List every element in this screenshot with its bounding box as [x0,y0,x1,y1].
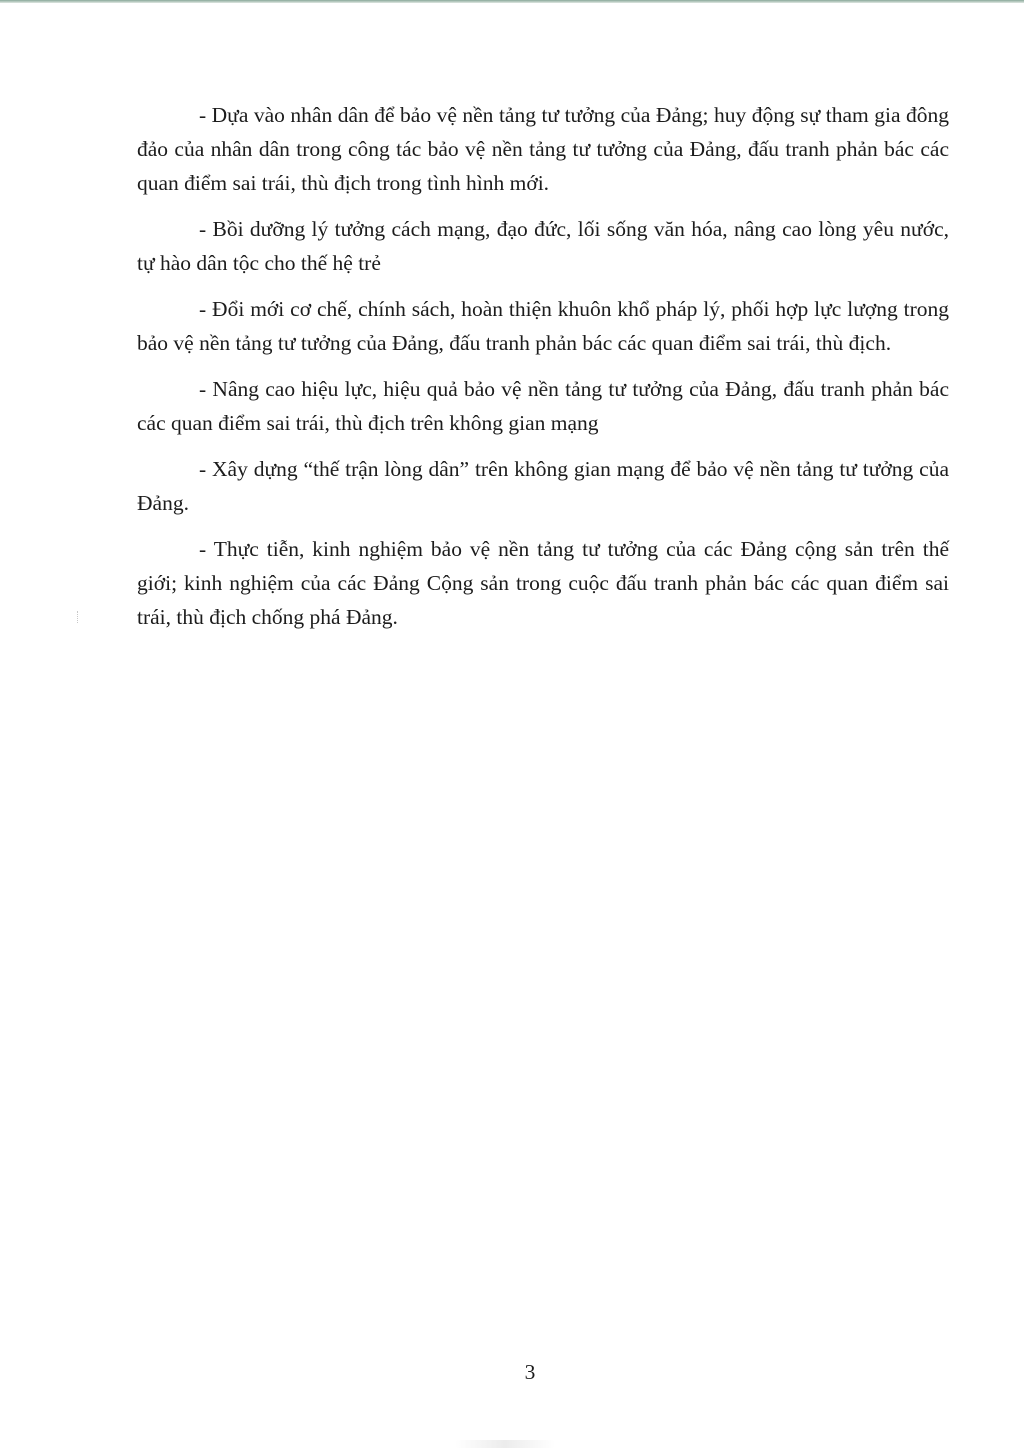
document-body [137,98,949,634]
paragraph-6: - Thực tiễn, kinh nghiệm bảo vệ nền tảng tư tưởng của các Đảng cộng sản trên thế giới; kinh nghiệm của các Đảng Cộng sản trong cuộc đấu tranh phản bác các quan điểm sai trái, thù địch chống phá Đảng. [137,537,949,629]
paragraph-1: - Dựa vào nhân dân để bảo vệ nền tảng tư tưởng của Đảng; huy động sự tham gia đông đảo của nhân dân trong công tác bảo vệ nền tảng tư tưởng của Đảng, đấu tranh phản bác các quan điểm sai trái, thù địch trong tình hình mới. [137,103,949,195]
paragraph-4: - Nâng cao hiệu lực, hiệu quả bảo vệ nền tảng tư tưởng của Đảng, đấu tranh phản bác các quan điểm sai trái, thù địch trên không gian mạng [137,377,949,435]
paragraph-3: - Đổi mới cơ chế, chính sách, hoàn thiện khuôn khổ pháp lý, phối hợp lực lượng trong bảo vệ nền tảng tư tưởng của Đảng, đấu tranh phản bác các quan điểm sai trái, thù địch. [137,297,949,355]
page-number: 3 [524,1360,536,1384]
scan-speck [77,611,80,623]
paragraph-5: - Xây dựng “thế trận lòng dân” trên không gian mạng để bảo vệ nền tảng tư tưởng của Đảng. [137,457,949,515]
paragraph-2: - Bồi dưỡng lý tưởng cách mạng, đạo đức, lối sống văn hóa, nâng cao lòng yêu nước, tự hào dân tộc cho thế hệ trẻ [137,217,949,275]
scan-smudge [455,1440,555,1448]
scan-top-edge [0,0,1024,3]
